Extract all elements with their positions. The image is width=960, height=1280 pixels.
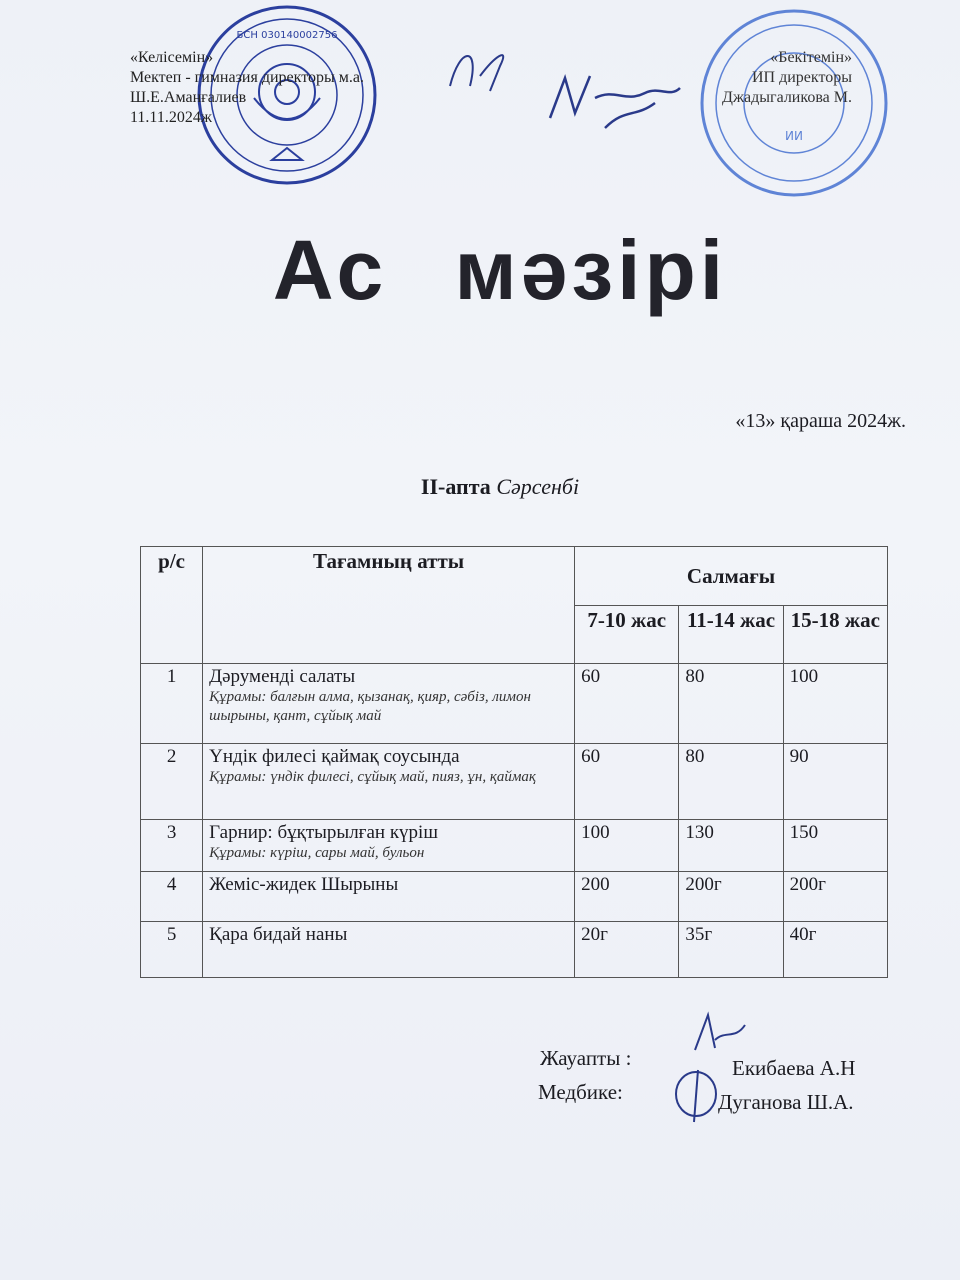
dish-composition: Құрамы: күріш, сары май, бульон [209, 845, 425, 861]
approval-left-line1: «Келісемін» [130, 49, 214, 66]
age-group-2: 11-14 жас [679, 606, 783, 664]
row-num: 5 [141, 922, 203, 978]
svg-text:БСН 030140002756: БСН 030140002756 [236, 30, 338, 41]
row-dish [203, 872, 575, 922]
row-dish [203, 922, 575, 978]
row-weight-2: 35г [679, 922, 783, 978]
row-weight-2: 130 [679, 820, 783, 872]
responsible-signature [690, 1010, 750, 1060]
age-group-3: 15-18 жас [783, 606, 887, 664]
dish-name: Дәрумендi салаты [209, 666, 356, 687]
row-dish [203, 744, 575, 820]
approval-right-line2: ИП директоры [751, 69, 852, 86]
svg-text:ИИ: ИИ [785, 129, 803, 143]
table-row [141, 820, 888, 872]
table-row [141, 872, 888, 922]
dish-name: Үндік филесі қаймақ соусында [209, 746, 460, 767]
row-dish [203, 820, 575, 872]
row-dish [203, 664, 575, 744]
dish-name: Гарнир: бұқтырылған күріш [209, 822, 438, 843]
row-weight-3: 40г [783, 922, 887, 978]
header-dish: Тағамның атты [203, 547, 575, 664]
approval-block-left [130, 48, 364, 128]
week-day: Сәрсенбі [496, 474, 580, 499]
approval-left-line4: 11.11.2024ж [130, 109, 212, 126]
approval-block-right [672, 48, 852, 108]
row-weight-3: 150 [783, 820, 887, 872]
menu-date: «13» қараша 2024ж. [735, 410, 906, 432]
table-row [141, 664, 888, 744]
nurse-name: Дуганова Ш.А. [718, 1090, 854, 1114]
approval-left-line3: Ш.Е.Аманғалиев [130, 89, 247, 106]
row-weight-1: 60 [575, 744, 679, 820]
row-weight-3: 200г [783, 872, 887, 922]
dish-name: Жеміс-жидек Шырыны [209, 874, 399, 895]
approver-signature [545, 58, 685, 138]
row-weight-3: 90 [783, 744, 887, 820]
table-row [141, 922, 888, 978]
row-num: 3 [141, 820, 203, 872]
age-group-1: 7-10 жас [575, 606, 679, 664]
nurse-label: Медбике: [538, 1080, 623, 1104]
row-weight-1: 200 [575, 872, 679, 922]
row-num: 4 [141, 872, 203, 922]
approval-left-line2: Мектеп - гимназия директоры м.а. [130, 69, 364, 86]
row-weight-3: 100 [783, 664, 887, 744]
row-weight-2: 80 [679, 664, 783, 744]
row-num: 2 [141, 744, 203, 820]
row-weight-2: 200г [679, 872, 783, 922]
menu-table [140, 546, 888, 978]
dish-composition: Құрамы: балғын алма, қызанақ, қияр, сәбіз, лимон шырыны, қант, сұйық май [209, 689, 531, 724]
responsible-name: Екибаева А.Н [732, 1056, 856, 1080]
responsible-label: Жауапты : [540, 1046, 632, 1070]
header-weight: Салмағы [575, 547, 888, 606]
week-heading [0, 474, 960, 500]
row-num: 1 [141, 664, 203, 744]
approval-right-line1: «Бекітемін» [770, 49, 852, 66]
table-header-row [141, 547, 888, 606]
dish-name: Қара бидай наны [209, 924, 348, 945]
director-signature [440, 36, 520, 106]
header-num: р/с [141, 547, 203, 664]
approval-right-line3: Джадыгаликова М. [722, 89, 852, 106]
week-label: II-апта [420, 474, 491, 499]
dish-composition: Құрамы: үндік филесі, сұйық май, пияз, ұн, қаймақ [209, 769, 536, 785]
row-weight-1: 100 [575, 820, 679, 872]
row-weight-1: 60 [575, 664, 679, 744]
page-title: Ас мәзірі [272, 223, 728, 317]
table-row [141, 744, 888, 820]
row-weight-2: 80 [679, 744, 783, 820]
row-weight-1: 20г [575, 922, 679, 978]
